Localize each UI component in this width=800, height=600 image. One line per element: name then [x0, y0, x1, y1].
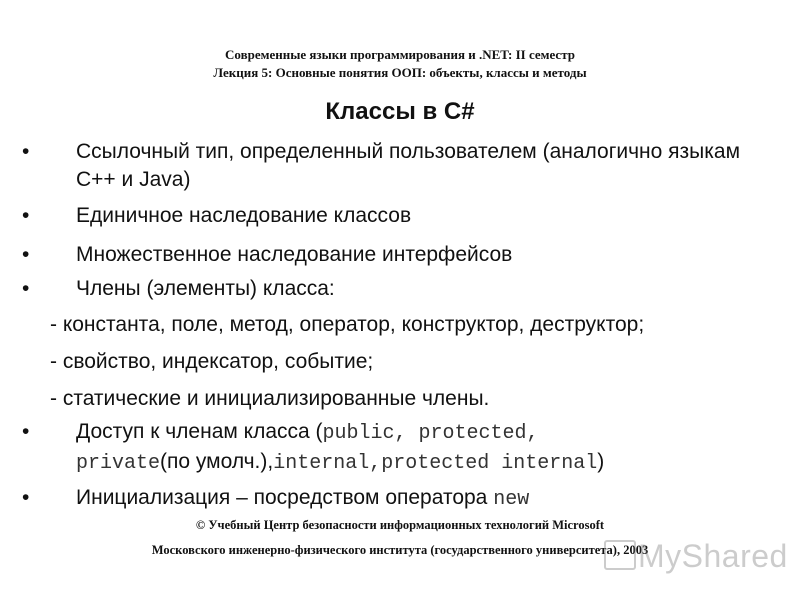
bullet-icon: •: [22, 486, 30, 509]
bullet-multiple-interfaces: [22, 241, 782, 269]
bullet-text: Множественное наследование интерфейсов: [76, 243, 513, 266]
header-lecture: Лекция 5: Основные понятия ООП: объекты, классы и методы: [213, 65, 587, 80]
slide-title: Классы в C#: [325, 98, 475, 125]
bullet-icon: •: [22, 277, 30, 300]
access-code-internal: internal,protected internal: [273, 452, 598, 475]
bullet-text: Ссылочный тип, определенный пользователем (аналогично языкам C++ и Java): [76, 140, 741, 191]
bullet-icon: •: [22, 140, 30, 163]
footer-copyright: © Учебный Центр безопасности информационных технологий Microsoft: [195, 518, 605, 532]
header-course: Современные языки программирования и .NET: II семестр: [225, 47, 575, 62]
access-code-private: private: [76, 452, 161, 475]
access-text-1: Доступ к членам класса (: [76, 420, 323, 443]
init-code-new: new: [493, 488, 530, 511]
bullet-text: Инициализация – посредством оператора: [76, 486, 494, 509]
bullet-icon: •: [22, 420, 30, 443]
bullet-text: Члены (элементы) класса:: [76, 277, 335, 300]
bullet-reference-type: [22, 138, 782, 194]
slide-header: [0, 46, 800, 82]
sub-item-members-1: - константа, поле, метод, оператор, конструктор, деструктор;: [50, 313, 645, 336]
sub-item-members-3: - статические и инициализированные члены.: [50, 387, 490, 410]
access-code-public-protected: public, protected,: [322, 422, 539, 445]
slide-content: [22, 138, 782, 514]
bullet-icon: •: [22, 204, 30, 227]
access-text-3: ): [597, 450, 605, 473]
access-text-2: (по умолч.),: [160, 450, 274, 473]
bullet-member-access: [22, 418, 782, 478]
watermark-text: MyShared: [638, 538, 788, 574]
bullet-class-members: [22, 275, 782, 303]
sub-item-members-2: - свойство, индексатор, событие;: [50, 350, 374, 373]
bullet-text: Единичное наследование классов: [76, 204, 412, 227]
footer-institute: Московского инженерно-физического института (государственного университета), 2003: [151, 543, 649, 557]
bullet-initialization: [22, 484, 782, 514]
bullet-icon: •: [22, 243, 30, 266]
bullet-single-inheritance: [22, 202, 782, 230]
